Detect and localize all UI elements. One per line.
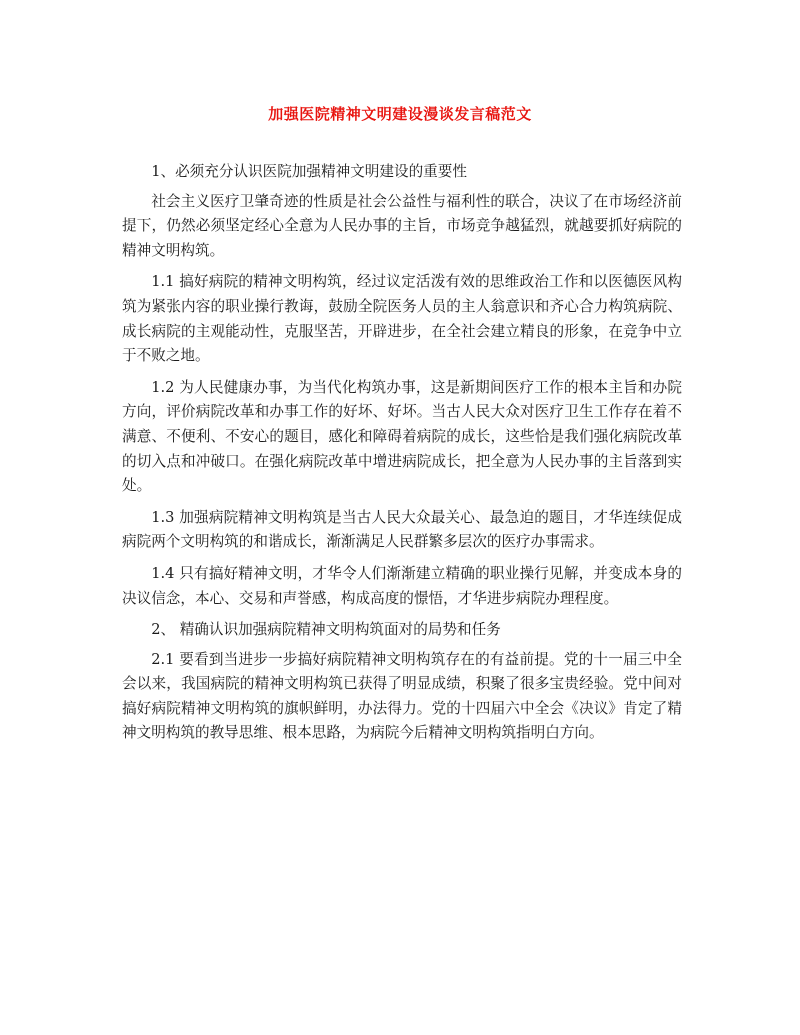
paragraph: 1.2 为人民健康办事，为当代化构筑办事，这是新期间医疗工作的根本主旨和办院方向，评价病院改革和办事工作的好坏、好坏。当古人民大众对医疗卫生工作存在着不满意、不便利、不安心的题目，感化和障碍着病院的成长，这些恰是我们强化病院改革的切入点和冲破口。在强化病院改革中增进病院成长，把全意为人民办事的主旨落到实处。 bbox=[122, 378, 682, 495]
paragraph: 1.4 只有搞好精神文明，才华令人们渐渐建立精确的职业操行见解，并变成本身的决议信念，本心、交易和声誉感，构成高度的憬悟，才华进步病院办理程度。 bbox=[122, 564, 682, 607]
paragraph: 社会主义医疗卫肇奇迹的性质是社会公益性与福利性的联合，决议了在市场经济前提下，仍然必须坚定经心全意为人民办事的主旨，市场竞争越猛烈，就越要抓好病院的精神文明构筑。 bbox=[122, 192, 682, 259]
paragraph: 2.1 要看到当进步一步搞好病院精神文明构筑存在的有益前提。党的十一届三中全会以来，我国病院的精神文明构筑已获得了明显成绩，积聚了很多宝贵经验。党中间对搞好病院精神文明构筑的旗帜鲜明，办法得力。党的十四届六中全会《决议》肯定了精神文明构筑的教导思维、根本思路，为病院今后精神文明构筑指明白方向。 bbox=[122, 650, 682, 742]
section-heading: 1、必须充分认识医院加强精神文明建设的重要性 bbox=[151, 163, 467, 180]
paragraph: 1.1 搞好病院的精神文明构筑，经过议定活泼有效的思维政治工作和以医德医风构筑为紧张内容的职业操行教诲，鼓励全院医务人员的主人翁意识和齐心合力构筑病院、成长病院的主观能动性，克服坚苦，开辟进步，在全社会建立精良的形象，在竞争中立于不败之地。 bbox=[122, 273, 682, 365]
paragraph: 1.3 加强病院精神文明构筑是当古人民大众最关心、最急迫的题目，才华连续促成病院两个文明构筑的和谐成长，渐渐满足人民群繁多层次的医疗办事需求。 bbox=[122, 508, 682, 551]
document-body bbox=[122, 160, 682, 753]
section-heading: 2、 精确认识加强病院精神文明构筑面对的局势和任务 bbox=[151, 621, 501, 639]
document-title: 加强医院精神文明建设漫谈发言稿范文 bbox=[268, 105, 532, 123]
